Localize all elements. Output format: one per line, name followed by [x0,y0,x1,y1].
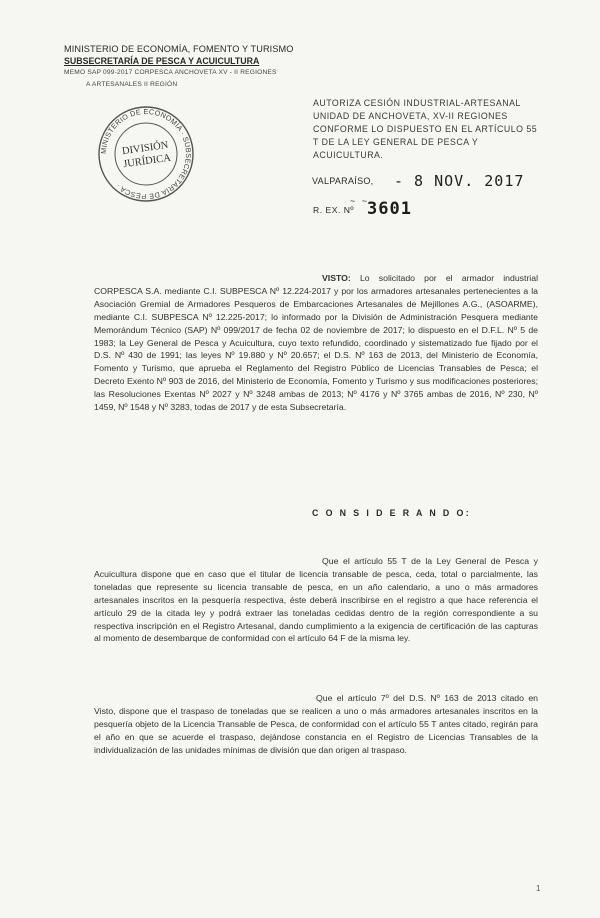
stamp-inner-line2: JURÍDICA [122,152,172,171]
visto-text: Lo solicitado por el armador industrial CORPESCA S.A. mediante C.I. SUBPESCA Nº 12.224-2017 y por los armadores artesanales pertenecientes a la Asociación Gremial de Armadores Pesqueros de Embarcaciones Artesanales de Mejillones A.G., (ASOARME), mediante C.I. SUBPESCA Nº 12.225-2017; lo informado por la División de Administración Pesquera mediante Memorándum Técnico (SAP) Nº 099/2017 de fecha 02 de noviembre de 2017; lo dispuesto en el D.F.L. Nº 5 de 1983; la Ley General de Pesca y Acuicultura, cuyo texto refundido, coordinado y sistematizado fue fijado por el D.S. Nº 430 de 1991; las leyes Nº 19.880 y Nº 20.657; el D.S. Nº 163 de 2013, del Ministerio de Economía, Fomento y Turismo, que aprueba el Reglamento del Registro Público de Licencias Transables de Pesca; el Decreto Exento Nº 903 de 2016, del Ministerio de Economía, Fomento y Turismo y sus modificaciones posteriores; las Resoluciones Exentas Nº 2027 y Nº 3248 ambas de 2013; Nº 4176 y Nº 3765 ambas de 2016, Nº 230, Nº 1459, Nº 1548 y Nº 3283, todas de 2017 y de esta Subsecretaría. [94,273,538,413]
resolution-subject: AUTORIZA CESIÓN INDUSTRIAL-ARTESANAL UNIDAD DE ANCHOVETA, XV-II REGIONES CONFORME LO DISPUESTO EN EL ARTÍCULO 55 T DE LA LEY GENERAL DE PESCA Y ACUICULTURA. [313,98,538,160]
page-number: 1 [536,884,541,893]
resolution-number-label: R. EX. Nº [313,205,355,215]
visto-lead: VISTO: [322,273,351,283]
resolution-number: 3601 [367,199,412,219]
letterhead [64,44,294,90]
subsecretaria-name: SUBSECRETARÍA DE PESCA Y ACUICULTURA [64,55,260,66]
considerando-paragraph-2: Que el artículo 7º del D.S. Nº 163 de 2013 citado en Visto, dispone que el traspaso de toneladas que se realicen a uno o más armadores artesanales inscritos en la pesquería objeto de la Licencia Transable de Pesca, de conformidad con el artículo 55 T antes citado, regirán para el año en que se acuerde el traspaso, dejándose constancia en el Registro de Licencias Transables de la individualización de las unidades mínimas de división que dan origen al traspaso. [94,693,538,755]
considerando-paragraph-1: Que el artículo 55 T de la Ley General de Pesca y Acuicultura dispone que en caso que el titular de licencia transable de pesca, ceda, total o parcialmente, las toneladas que represente su licencia transable de pesca, en un año calendario, a uno o más armadores artesanales inscritos en la pesquería respectiva, éste deberá inscribirse en el registro a que hace referencia el artículo 29 de la citada ley y podrá extraer las toneladas cedidas dentro de la región correspondiente a su respectiva inscripción en el Registro Artesanal, dando cumplimiento a la exigencia de certificación de las capturas al momento de desembarque de conformidad con el artículo 64 F de la misma ley. [94,556,538,644]
rex-mark: ~ ~ [350,196,370,206]
memo-reference: MEMO SAP 099-2017 CORPESCA ANCHOVETA XV - II REGIONES [64,69,277,76]
visto-paragraph [94,272,538,414]
considerando-heading: C O N S I D E R A N D O: [312,508,472,518]
memo-reference-2: A ARTESANALES II REGIÓN [86,80,178,88]
stamp-inner-line1: DIVISIÓN [121,139,170,158]
resolution-date: - 8 NOV. 2017 [394,172,525,190]
stamp-ring-text: MINISTERIO DE ECONOMÍA · SUBSECRETARÍA DE PESCA · [98,106,194,202]
place-label: VALPARAÍSO, [312,176,374,186]
division-juridica-stamp [96,104,196,204]
ministry-name: MINISTERIO DE ECONOMÍA, FOMENTO Y TURISMO [64,44,294,54]
